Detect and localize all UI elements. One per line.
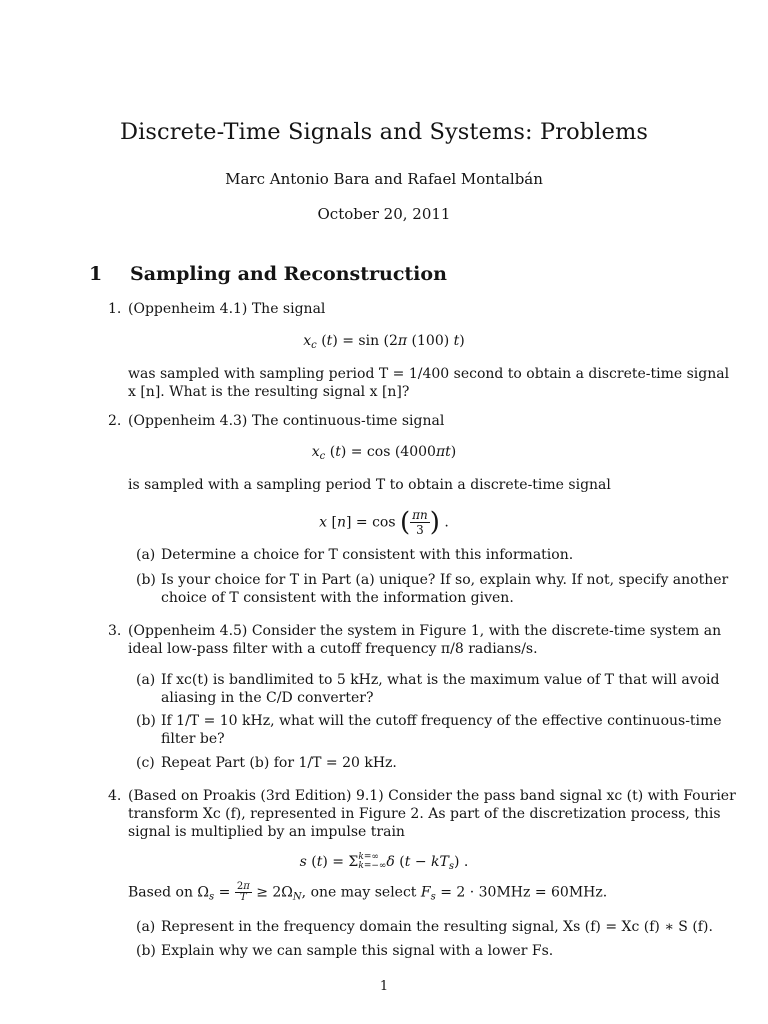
problem-1-number: 1. bbox=[108, 301, 122, 317]
problem-3a-label: (a) bbox=[136, 672, 156, 688]
problem-3b-label: (b) bbox=[136, 713, 156, 729]
problem-2b-text-line2: choice of T consistent with the information given. bbox=[161, 590, 514, 606]
problem-4b-text: Explain why we can sample this signal with a lower Fs. bbox=[161, 943, 554, 959]
problem-4b-label: (b) bbox=[136, 943, 156, 959]
problem-4-number: 4. bbox=[108, 788, 122, 804]
problem-4-text-line1: (Based on Proakis (3rd Edition) 9.1) Consider the pass band signal xc (t) with Fourier bbox=[128, 788, 736, 804]
document-title: Discrete-Time Signals and Systems: Problems bbox=[119, 119, 649, 145]
problem-4-equation: s (t) = Σ k=∞ k=−∞ δ $(t - kT_s)$ . bbox=[299, 852, 469, 872]
page-number: 1 bbox=[379, 979, 389, 994]
problem-4-text-line4: Based on $\Omega_s$ = $\frac{2\pi}{T}$ ≥ $2\Omega_N$, one may select $F_s = 2 \cdot 30MHz = 60MHz$. bbox=[128, 881, 608, 903]
problem-1-intro: (Oppenheim 4.1) The signal bbox=[128, 301, 326, 317]
section-number: 1 bbox=[89, 263, 103, 285]
problem-3-number: 3. bbox=[108, 623, 122, 639]
problem-2a-text: Determine a choice for T consistent with this information. bbox=[161, 547, 574, 563]
problem-1-text-line1: was sampled with sampling period T = 1/400 second to obtain a discrete-time signal bbox=[128, 366, 730, 382]
problem-2b-label: (b) bbox=[136, 572, 156, 588]
section-title: Sampling and Reconstruction bbox=[130, 263, 447, 285]
problem-3-text-line2: ideal low-pass filter with a cutoff frequency π/8 radians/s. bbox=[128, 641, 538, 657]
problem-4-text-line3: signal is multiplied by an impulse train bbox=[128, 824, 405, 840]
problem-4a-label: (a) bbox=[136, 919, 156, 935]
problem-2-number: 2. bbox=[108, 413, 122, 429]
problem-3-text-line1: (Oppenheim 4.5) Consider the system in Figure 1, with the discrete-time system an bbox=[128, 623, 722, 639]
problem-4-text-line2: transform Xc (f), represented in Figure 2. As part of the discretization process, this bbox=[128, 806, 721, 822]
problem-3a-text-line1: If xc(t) is bandlimited to 5 kHz, what is the maximum value of T that will avoid bbox=[161, 672, 720, 688]
problem-2a-label: (a) bbox=[136, 547, 156, 563]
problem-3a-text-line2: aliasing in the C/D converter? bbox=[161, 690, 374, 706]
problem-1-equation: $x_c$ (t) = sin (2π (100) t) bbox=[303, 333, 465, 351]
problem-3c-text: Repeat Part (b) for 1/T = 20 kHz. bbox=[161, 755, 397, 771]
document-date: October 20, 2011 bbox=[317, 205, 451, 223]
problem-2-text-line1: is sampled with a sampling period T to obtain a discrete-time signal bbox=[128, 477, 611, 493]
problem-4a-text: Represent in the frequency domain the resulting signal, Xs (f) = Xc (f) ∗ S (f). bbox=[161, 919, 713, 935]
problem-1-text-line2: x [n]. What is the resulting signal x [n]? bbox=[128, 384, 410, 400]
section-heading bbox=[89, 263, 447, 285]
problem-2-intro: (Oppenheim 4.3) The continuous-time signal bbox=[128, 413, 445, 429]
problem-2b-text-line1: Is your choice for T in Part (a) unique? If so, explain why. If not, specify another bbox=[161, 572, 729, 588]
problem-2-equation2: x [n] = cos ( $\frac{\pi n}{3}$ ) . bbox=[319, 507, 449, 538]
authors: Marc Antonio Bara and Rafael Montalbán bbox=[225, 170, 543, 188]
problem-3b-text-line1: If 1/T = 10 kHz, what will the cutoff frequency of the effective continuous-time bbox=[161, 713, 722, 729]
problem-2-equation: $x_c$ (t) = cos (4000πt) bbox=[311, 444, 457, 462]
problem-3c-label: (c) bbox=[136, 755, 155, 771]
problem-3b-text-line2: filter be? bbox=[161, 731, 225, 747]
